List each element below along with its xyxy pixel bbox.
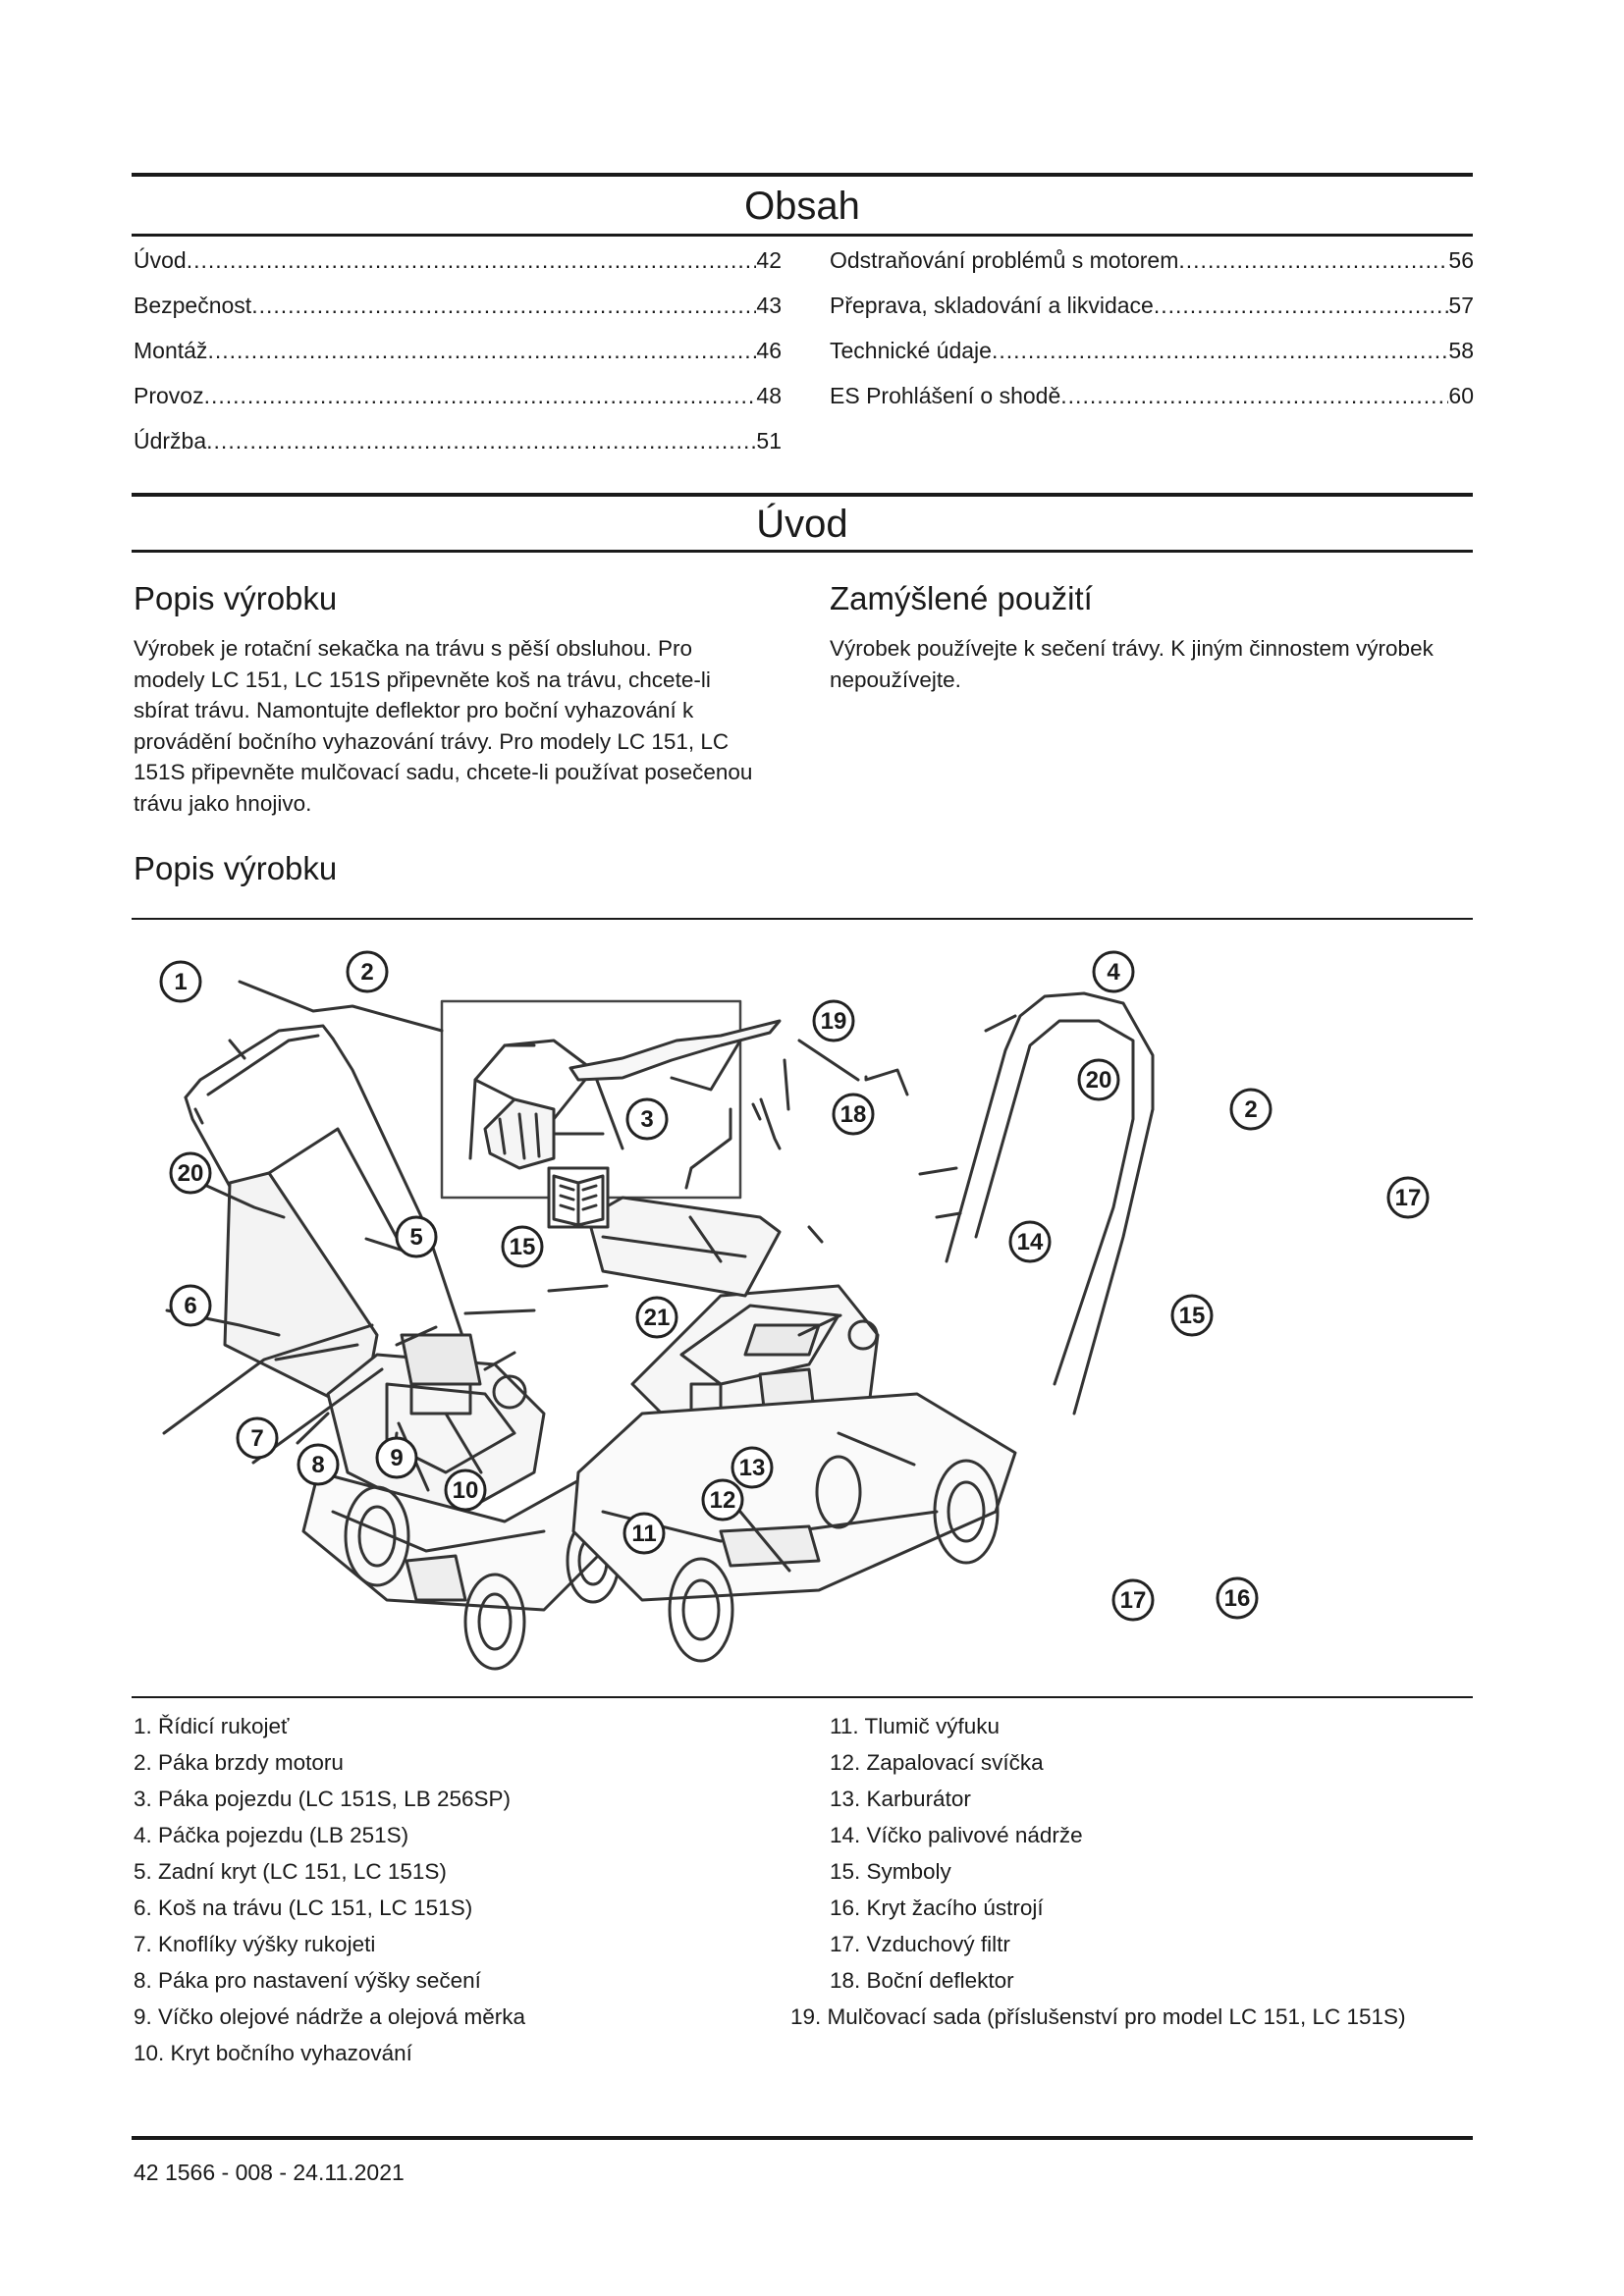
callout-number: 19 [820, 1008, 847, 1035]
toc-title: Obsah [744, 185, 860, 228]
legend-item: 19. Mulčovací sada (příslušenství pro model LC 151, LC 151S) [790, 2004, 1406, 2029]
legend-item: 5. Zadní kryt (LC 151, LC 151S) [134, 1859, 447, 1884]
callout-19 [814, 1001, 853, 1041]
legend-item: 15. Symboly [830, 1859, 951, 1884]
callout-number: 9 [390, 1445, 404, 1471]
callout-10 [446, 1470, 485, 1510]
callout-number: 12 [709, 1487, 736, 1514]
callout-1 [161, 962, 200, 1001]
lawnmower-diagram [132, 923, 1473, 1698]
toc-leader-dots [206, 428, 756, 454]
toc-leader-dots [207, 338, 756, 364]
callout-15 [503, 1227, 542, 1266]
callout-number: 5 [409, 1224, 423, 1251]
toc-entry-page: 46 [756, 338, 782, 363]
callout-9 [377, 1438, 416, 1477]
intended-use-heading: Zamýšlené použití [830, 580, 1093, 616]
toc-entry[interactable] [830, 383, 1474, 418]
callout-18 [834, 1095, 873, 1134]
toc-leader-dots [992, 338, 1448, 364]
callout-17 [1388, 1178, 1428, 1217]
callout-number: 21 [643, 1305, 671, 1331]
toc-entry-label: Přeprava, skladování a likvidace [830, 293, 1154, 318]
legend-item: 16. Kryt žacího ústrojí [830, 1896, 1044, 1920]
legend-item: 2. Páka brzdy motoru [134, 1750, 344, 1775]
callout-number: 13 [738, 1455, 766, 1481]
toc-entry-label: Provoz [134, 383, 204, 408]
callout-number: 11 [631, 1521, 657, 1547]
toc-leader-dots [1154, 293, 1449, 319]
intended-use-text: Výrobek používejte k sečení trávy. K jiným činnostem výrobek nepoužívejte. [830, 636, 1434, 692]
toc-entry-label: ES Prohlášení o shodě [830, 383, 1061, 408]
legend-item: 10. Kryt bočního vyhazování [134, 2041, 412, 2065]
callout-4 [1094, 952, 1133, 991]
callout-number: 7 [250, 1425, 264, 1452]
callout-2 [348, 952, 387, 991]
footer-rule [132, 2136, 1473, 2140]
toc-entry-page: 48 [756, 383, 782, 408]
callout-11 [624, 1514, 664, 1553]
callout-2 [1231, 1090, 1271, 1129]
section-rule-bottom [132, 550, 1473, 553]
toc-entry-label: Úvod [134, 247, 187, 273]
toc-entry-page: 56 [1448, 247, 1474, 273]
toc-leader-dots [204, 383, 757, 409]
legend-item: 11. Tlumič výfuku [830, 1714, 1000, 1738]
legend-item: 6. Koš na trávu (LC 151, LC 151S) [134, 1896, 473, 1920]
callout-number: 20 [1085, 1067, 1112, 1094]
toc-entry-page: 43 [756, 293, 782, 318]
toc-entry-page: 58 [1448, 338, 1474, 363]
toc-entry-label: Údržba [134, 428, 207, 454]
toc-entry-page: 42 [756, 247, 782, 273]
legend-item: 9. Víčko olejové nádrže a olejová měrka [134, 2004, 525, 2029]
toc-entry-label: Bezpečnost [134, 293, 252, 318]
callout-number: 2 [1244, 1096, 1258, 1123]
callout-13 [732, 1448, 772, 1487]
callout-20 [171, 1153, 210, 1193]
callout-number: 15 [509, 1234, 536, 1260]
product-description-text: Výrobek je rotační sekačka na trávu s pěší obsluhou. Pro modely LC 151, LC 151S připevněte koš na trávu, chcete-li sbírat trávu. Namontujte deflektor pro boční vyhazování k provádění bočního vyhazování trávy. Pro modely LC 151, LC 151S připevněte mulčovací sadu, chcete-li používat posečenou trávu jako hnojivo. [134, 636, 753, 816]
legend-item: 3. Páka pojezdu (LC 151S, LB 256SP) [134, 1787, 511, 1811]
callout-number: 2 [360, 959, 374, 986]
legend-rule [132, 1696, 1473, 1698]
legend-item: 13. Karburátor [830, 1787, 971, 1811]
callout-3 [627, 1099, 667, 1139]
callout-8 [298, 1445, 338, 1484]
toc-entry-label: Odstraňování problémů s motorem [830, 247, 1179, 273]
callout-number: 16 [1223, 1585, 1251, 1612]
section-rule [132, 493, 1473, 497]
toc-leader-dots [1060, 383, 1448, 409]
toc-entry-page: 60 [1448, 383, 1474, 408]
callout-7 [238, 1418, 277, 1458]
legend-item: 8. Páka pro nastavení výšky sečení [134, 1968, 481, 1993]
callout-number: 8 [311, 1452, 325, 1478]
callout-6 [171, 1286, 210, 1325]
toc-entry-page: 51 [756, 428, 782, 454]
toc-entry[interactable] [830, 247, 1474, 283]
legend-item: 12. Zapalovací svíčka [830, 1750, 1044, 1775]
callout-number: 20 [177, 1160, 204, 1187]
toc-rule [132, 234, 1473, 237]
toc-entry[interactable] [830, 338, 1474, 373]
top-rule [132, 173, 1473, 177]
legend-item: 1. Řídicí rukojeť [134, 1714, 290, 1738]
callout-17 [1113, 1580, 1153, 1620]
callout-number: 18 [839, 1101, 867, 1128]
legend-right-list [790, 1712, 1478, 2039]
toc-leader-dots [187, 247, 757, 274]
manual-book-icon [549, 1168, 608, 1227]
overview-rule [132, 918, 1473, 920]
callout-number: 17 [1119, 1587, 1147, 1614]
callout-12 [703, 1480, 742, 1520]
callout-5 [397, 1217, 436, 1256]
legend-left-list [134, 1712, 762, 2075]
callout-number: 10 [452, 1477, 479, 1504]
toc-entry[interactable] [134, 293, 782, 328]
page-footer: 42 1566 - 008 - 24.11.2021 [134, 2160, 405, 2185]
toc-leader-dots [1178, 247, 1448, 274]
legend-item: 7. Knoflíky výšky rukojeti [134, 1932, 376, 1956]
toc-entry[interactable] [134, 338, 782, 373]
callout-number: 17 [1394, 1185, 1422, 1211]
callout-number: 1 [174, 969, 188, 995]
product-description-heading: Popis výrobku [134, 580, 338, 616]
legend-item: 14. Víčko palivové nádrže [830, 1823, 1083, 1847]
toc-entry[interactable] [134, 383, 782, 418]
toc-entry-label: Montáž [134, 338, 208, 363]
product-overview-heading: Popis výrobku [134, 850, 338, 886]
toc-entry[interactable] [830, 293, 1474, 328]
callout-15 [1172, 1296, 1212, 1335]
toc-entry[interactable] [134, 247, 782, 283]
toc-entry-page: 57 [1448, 293, 1474, 318]
toc-entry[interactable] [134, 428, 782, 463]
legend-item: 17. Vzduchový filtr [830, 1932, 1010, 1956]
callout-14 [1010, 1222, 1050, 1261]
section-title: Úvod [756, 503, 848, 546]
callout-number: 15 [1178, 1303, 1206, 1329]
callout-21 [637, 1298, 677, 1337]
callout-number: 6 [184, 1293, 197, 1319]
legend-item: 18. Boční deflektor [830, 1968, 1014, 1993]
legend-item: 4. Páčka pojezdu (LB 251S) [134, 1823, 409, 1847]
callout-number: 3 [640, 1106, 654, 1133]
callout-20 [1079, 1060, 1118, 1099]
callout-16 [1218, 1578, 1257, 1618]
callout-number: 14 [1016, 1229, 1044, 1255]
toc-leader-dots [251, 293, 756, 319]
callout-number: 4 [1107, 959, 1120, 986]
toc-entry-label: Technické údaje [830, 338, 992, 363]
